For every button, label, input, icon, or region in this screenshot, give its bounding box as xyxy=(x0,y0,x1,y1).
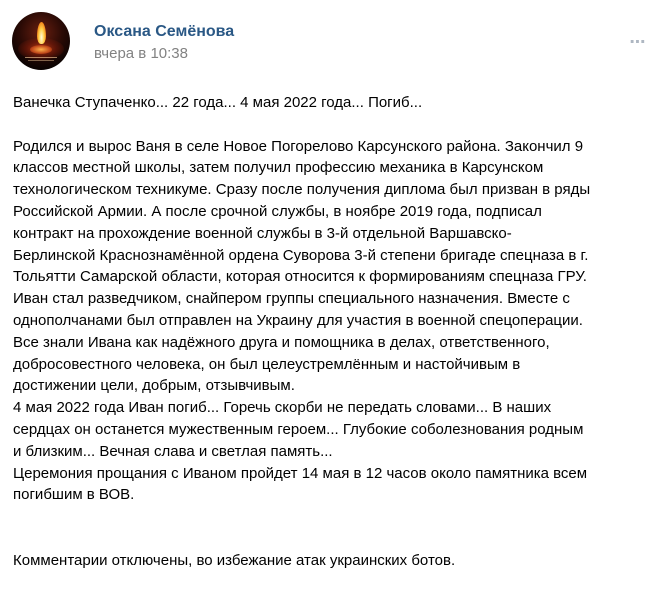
text-line: достижении цели, добрым, отзывчивым. xyxy=(13,377,295,395)
text-line: контракт на прохождение военной службы в 3-й отдельной Варшавско- xyxy=(13,224,512,242)
author-name-link[interactable]: Оксана Семёнова xyxy=(94,23,235,40)
text-line: классов местной школы, затем получил профессию механика в Карсунском xyxy=(13,159,544,177)
text-line: Тольятти Самарской области, которая относится к формированиям спецназа ГРУ. xyxy=(13,268,587,286)
more-options-icon[interactable]: ⋯ xyxy=(629,34,647,51)
text-line: погибшим в ВОВ. xyxy=(13,486,135,504)
blank-line xyxy=(13,528,658,550)
text-line: Берлинской Краснознамённой ордена Суворова 3-й степени бригаде спецназа в г. xyxy=(13,246,589,264)
text-line: и близким... Вечная слава и светлая память... xyxy=(13,442,333,460)
text-line: Все знали Ивана как надёжного друга и помощника в делах, ответственного, xyxy=(13,333,550,351)
text-line: однополчанами был отправлен на Украину для участия в военной спецоперации. xyxy=(13,311,583,329)
blank-line xyxy=(13,114,658,136)
post-text xyxy=(13,92,658,572)
text-line: Комментарии отключены, во избежание атак украинских ботов. xyxy=(13,551,456,569)
flame-icon xyxy=(37,22,46,44)
text-line: сердцах он останется мужественным героем... Глубокие соболезнования родным xyxy=(13,420,584,438)
text-line: 4 мая 2022 года Иван погиб... Горечь скорби не передать словами... В наших xyxy=(13,399,552,417)
post-date-link[interactable]: вчера в 10:38 xyxy=(94,45,188,62)
author-avatar[interactable] xyxy=(12,12,70,70)
blank-line xyxy=(13,506,658,528)
text-line: добросовестного человека, он был целеустремлённым и настойчивым в xyxy=(13,355,521,373)
text-line: Ванечка Ступаченко... 22 года... 4 мая 2022 года... Погиб... xyxy=(13,94,423,111)
candle-icon xyxy=(30,45,52,54)
text-line: Церемония прощания с Иваном пройдет 14 мая в 12 часов около памятника всем xyxy=(13,464,588,482)
text-line: технологическом техникуме. Сразу после получения диплома был призван в ряды xyxy=(13,181,591,199)
text-line: Российской Армии. А после срочной службы, в ноябре 2019 года, подписал xyxy=(13,202,542,220)
avatar-caption-line xyxy=(28,60,54,61)
avatar-caption-line xyxy=(25,57,57,58)
text-line: Родился и вырос Ваня в селе Новое Погорелово Карсунского района. Закончил 9 xyxy=(13,137,584,155)
text-line: Иван стал разведчиком, снайпером группы специального назначения. Вместе с xyxy=(13,290,570,308)
